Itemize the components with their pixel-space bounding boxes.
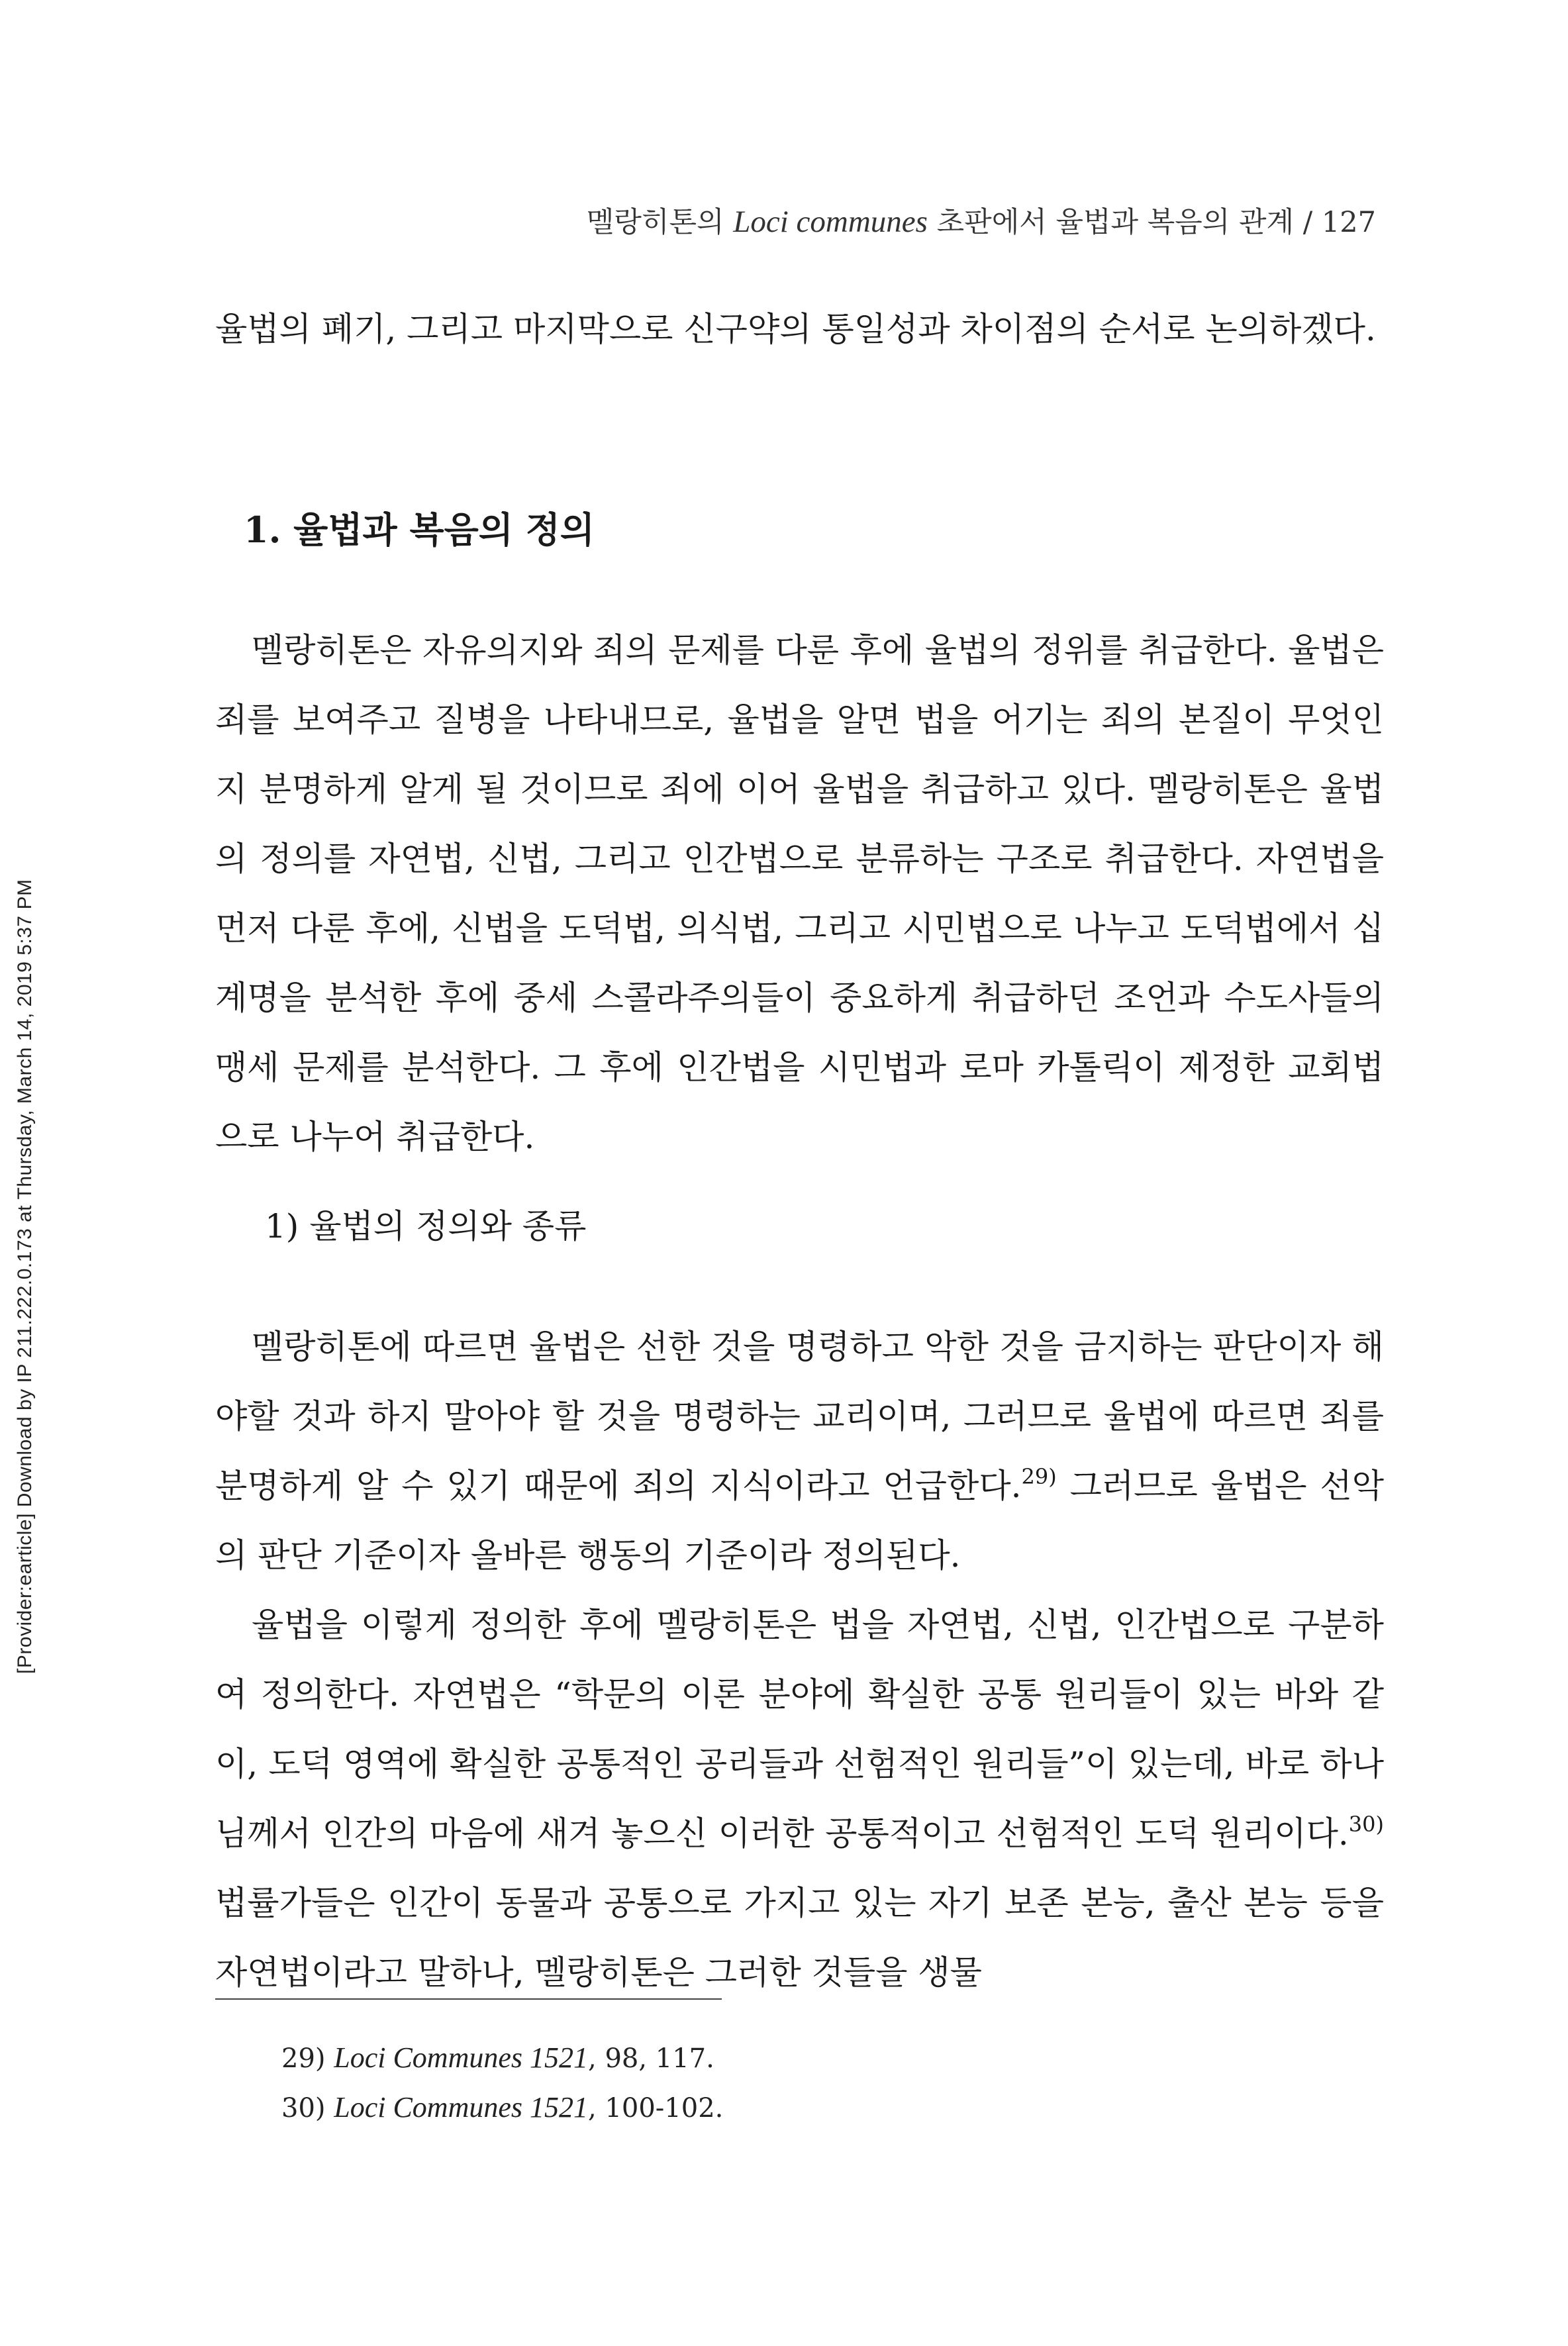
footnote-number: 30) — [281, 2093, 326, 2124]
para2-text-a: 율법을 이렇게 정의한 후에 멜랑히톤은 법을 자연법, 신법, 인간법으로 구분하여 정의한다. 자연법은 “학문의 이론 분야에 확실한 공통 원리들이 있는 바와 같이, 도덕 영역에 확실한 공통적인 공리들과 선험적인 원리들”이 있는데, 바로 하나님께서 인간의 마음에 새겨 놓으신 이러한 공통적이고 선험적인 도덕 원리이다. — [215, 1606, 1384, 1853]
para1-text-b: 그러므로 율법은 선악의 판단 기준이자 올바른 행동의 기준이라 정의된다. — [215, 1467, 1384, 1575]
footnote-title: Loci Communes 1521 — [334, 2091, 589, 2124]
subsection-heading: 1) 율법의 정의와 종류 — [265, 1207, 587, 1246]
page-number: 127 — [1321, 206, 1376, 239]
header-post: 초판에서 율법과 복음의 관계 — [927, 206, 1295, 239]
body-paragraph-1 — [215, 1312, 1384, 1590]
para2-text-b: 법률가들은 인간이 동물과 공통으로 가지고 있는 자기 보존 본능, 출산 본능 등을 자연법이라고 말하나, 멜랑히톤은 그러한 것들을 생물 — [215, 1884, 1384, 1992]
footnote-ref-30: 30) — [1348, 1812, 1384, 1837]
download-stamp-text: [Provider:earticle] Download by IP 211.222.0.173 at Thursday, March 14, 2019 5:37 PM — [14, 879, 36, 1674]
footnote-number: 29) — [281, 2043, 326, 2074]
header-pre: 멜랑히톤의 — [586, 206, 734, 239]
header-title-italic: Loci communes — [733, 205, 928, 239]
footnote-29 — [281, 2041, 714, 2075]
header-separator: / — [1294, 206, 1322, 239]
footnote-30 — [281, 2090, 723, 2124]
body-paragraph-2 — [215, 1590, 1384, 2008]
running-header — [587, 200, 1376, 240]
section-heading: 1. 율법과 복음의 정의 — [244, 509, 595, 551]
footnote-ref-29: 29) — [1021, 1464, 1057, 1489]
footnote-pages: , 98, 117. — [588, 2043, 714, 2074]
intro-paragraph: 율법의 폐기, 그리고 마지막으로 신구약의 통일성과 차이점의 순서로 논의하겠다. — [215, 310, 1376, 348]
para1-text-a: 멜랑히톤에 따르면 율법은 선한 것을 명령하고 악한 것을 금지하는 판단이자 해야할 것과 하지 말아야 할 것을 명령하는 교리이며, 그러므로 율법에 따르면 죄를 분명하게 알 수 있기 때문에 죄의 지식이라고 언급한다. — [215, 1328, 1384, 1505]
footnote-pages: , 100-102. — [588, 2093, 724, 2124]
footnote-divider — [215, 1998, 722, 2000]
footnote-title: Loci Communes 1521 — [334, 2041, 589, 2074]
section-paragraph: 멜랑히톤은 자유의지와 죄의 문제를 다룬 후에 율법의 정위를 취급한다. 율법은 죄를 보여주고 질병을 나타내므로, 율법을 알면 법을 어기는 죄의 본질이 무엇인지 분명하게 알게 될 것이므로 죄에 이어 율법을 취급하고 있다. 멜랑히톤은 율법의 정의를 자연법, 신법, 그리고 인간법으로 분류하는 구조로 취급한다. 자연법을 먼저 다룬 후에, 신법을 도덕법, 의식법, 그리고 시민법으로 나누고 도덕법에서 십계명을 분석한 후에 중세 스콜라주의들이 중요하게 취급하던 조언과 수도사들의 맹세 문제를 분석한다. 그 후에 인간법을 시민법과 로마 카톨릭이 제정한 교회법으로 나누어 취급한다. — [215, 631, 1384, 1156]
